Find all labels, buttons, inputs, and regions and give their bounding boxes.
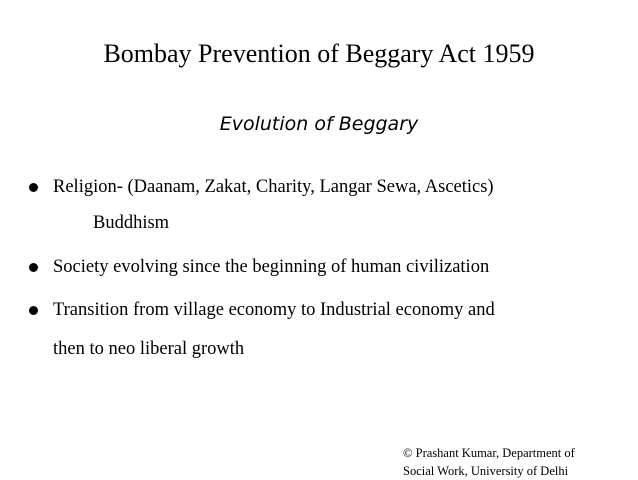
bullet-society-text: Society evolving since the beginning of human civilization (53, 257, 490, 277)
bullet-dot (29, 183, 38, 192)
bullet-religion-text: Religion- (Daanam, Zakat, Charity, Langar Sewa, Ascetics) (53, 177, 494, 197)
bullet-transition-continuation: then to neo liberal growth (53, 339, 245, 359)
bullet-dot (29, 263, 38, 272)
slide-title: Bombay Prevention of Beggary Act 1959 (103, 39, 535, 68)
copyright-footer (403, 444, 575, 480)
bullet-religion-continuation: Buddhism (93, 213, 170, 233)
footer-line-1: © Prashant Kumar, Department of (403, 446, 575, 460)
footer-line-2: Social Work, University of Delhi (403, 464, 569, 478)
bullet-dot (29, 306, 38, 315)
bullet-transition-text: Transition from village economy to Industrial economy and (53, 300, 495, 320)
slide-subtitle: Evolution of Beggary (219, 113, 419, 135)
